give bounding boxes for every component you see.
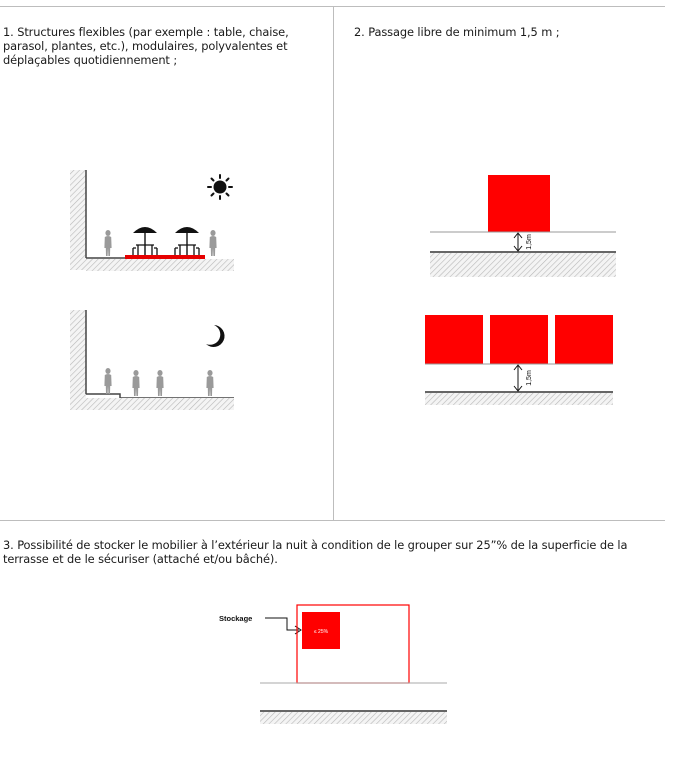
day-terrace-illustration <box>70 168 240 278</box>
double-arrow-icon <box>514 233 522 251</box>
pedestrian-icon <box>132 370 139 396</box>
storage-share-label: ≤ 25% <box>313 629 329 635</box>
section-2-caption: 2. Passage libre de minimum 1,5 m ; <box>354 25 560 39</box>
furniture-block <box>425 315 483 364</box>
dimension-label: 1,5m <box>526 370 533 386</box>
dimension-label: 1,5m <box>526 234 533 250</box>
pedestrian-icon <box>206 370 213 396</box>
column-divider <box>333 6 334 520</box>
moon-icon <box>206 325 225 347</box>
storage-label: Stockage <box>219 614 253 623</box>
passage-diagram-multiple <box>425 314 617 406</box>
section-1-caption: 1. Structures flexibles (par exemple : table, chaise, parasol, plantes, etc.), modulaires, polyvalentes et déplaçables quotidiennement ; <box>3 25 289 67</box>
section-3-caption: 3. Possibilité de stocker le mobilier à l’extérieur la nuit à condition de le grouper sur 25”% de la superficie de la terrasse et de le sécuriser (attaché et/ou bâché). <box>3 538 628 566</box>
double-arrow-icon <box>514 365 522 391</box>
sun-icon <box>208 175 232 199</box>
night-terrace-illustration <box>70 308 240 418</box>
building-wall <box>70 310 86 410</box>
passage-diagram-single <box>428 174 618 278</box>
pedestrian-icon <box>104 230 111 256</box>
section-divider <box>0 520 665 521</box>
furniture-block <box>555 315 613 364</box>
furniture-block <box>488 175 550 232</box>
storage-diagram <box>215 602 450 727</box>
terrace-zone <box>125 255 205 259</box>
building-wall <box>70 170 86 270</box>
pedestrian-icon <box>209 230 216 256</box>
furniture-block <box>490 315 548 364</box>
pedestrian-icon <box>156 370 163 396</box>
pedestrian-icon <box>104 368 111 394</box>
parasol-table-icon <box>133 227 157 255</box>
parasol-table-icon <box>175 227 199 255</box>
